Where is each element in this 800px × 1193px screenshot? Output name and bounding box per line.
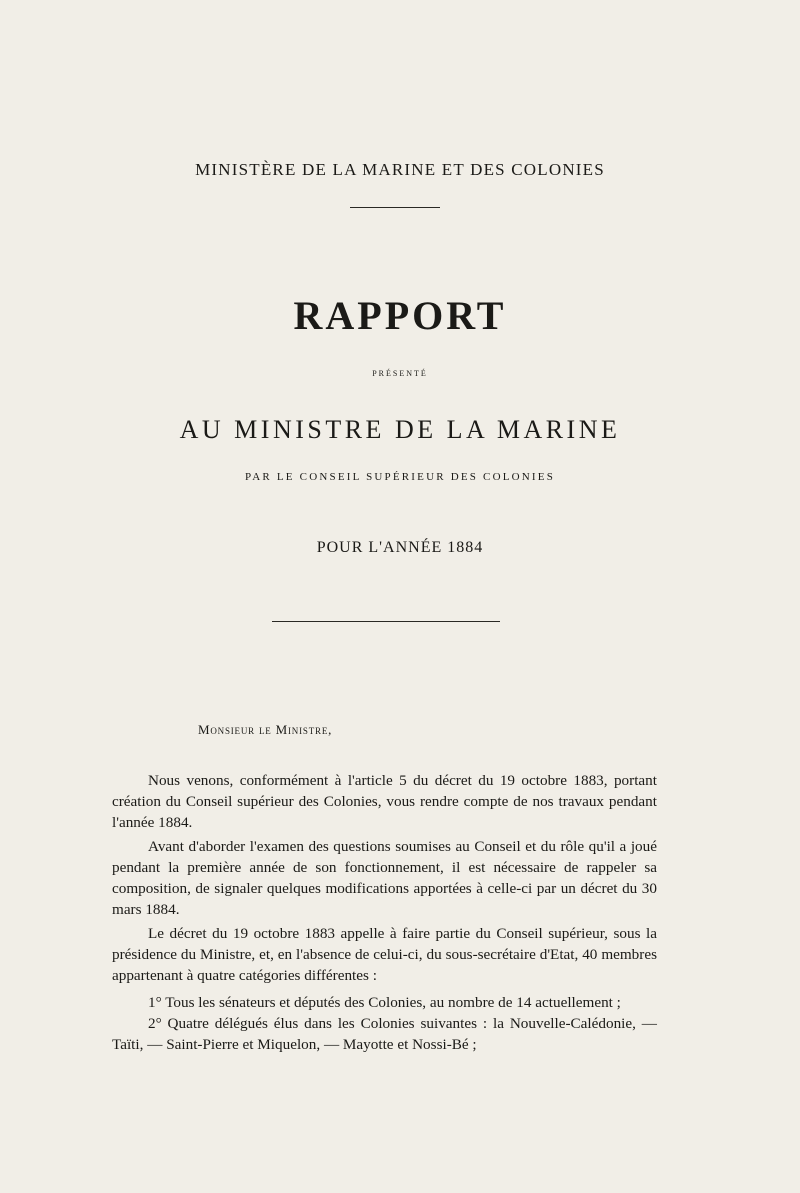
list-item: 2° Quatre délégués élus dans les Colonies suivantes : la Nouvelle-Calédonie, — Taïti, — Saint-Pierre et Miquelon, — Mayotte et Nossi-Bé ; xyxy=(112,1015,657,1053)
body-text xyxy=(112,770,657,1055)
divider-long xyxy=(272,621,500,622)
ministry-heading: MINISTÈRE DE LA MARINE ET DES COLONIES xyxy=(195,160,605,179)
recipient-heading: AU MINISTRE DE LA MARINE xyxy=(179,415,621,444)
presented-label: PRÉSENTÉ xyxy=(372,369,428,378)
list-item: 1° Tous les sénateurs et députés des Colonies, au nombre de 14 actuellement ; xyxy=(148,994,621,1011)
paragraph: Le décret du 19 octobre 1883 appelle à faire partie du Conseil supérieur, sous la présidence du Ministre, et, en l'absence de celui-ci, du sous-secrétaire d'Etat, 40 membres appartenant à quatre catégories différentes : xyxy=(112,925,657,984)
divider-short xyxy=(350,207,440,208)
report-title: RAPPORT xyxy=(293,293,507,338)
author-line: PAR LE CONSEIL SUPÉRIEUR DES COLONIES xyxy=(244,471,556,483)
paragraph: Avant d'aborder l'examen des questions soumises au Conseil et du rôle qu'il a joué pendant la première année de son fonctionnement, il est nécessaire de rappeler sa composition, de signaler quelques modifications apportées à celle-ci par un décret du 30 mars 1884. xyxy=(112,838,657,918)
salutation: Monsieur le Ministre, xyxy=(198,722,333,737)
year-line: POUR L'ANNÉE 1884 xyxy=(316,539,484,556)
paragraph: Nous venons, conformément à l'article 5 du décret du 19 octobre 1883, portant création du Conseil supérieur des Colonies, vous rendre compte de nos travaux pendant l'année 1884. xyxy=(112,772,657,831)
